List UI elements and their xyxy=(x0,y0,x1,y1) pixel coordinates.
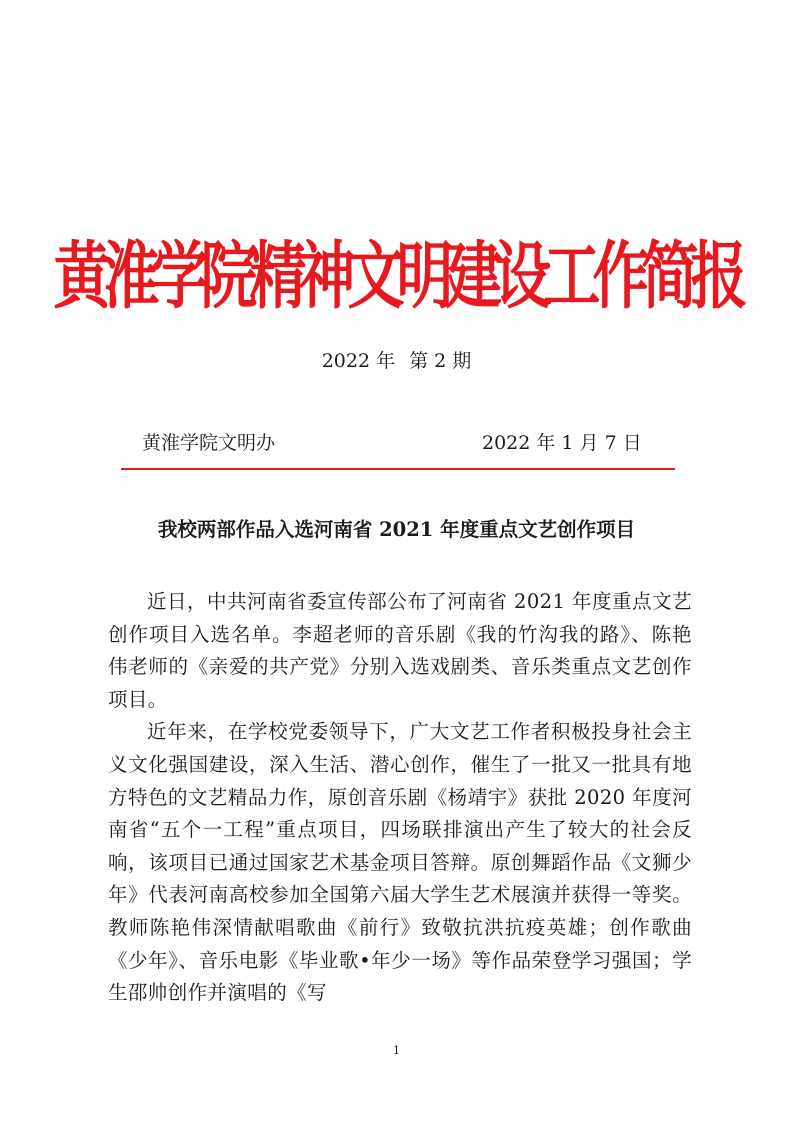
page-number: 1 xyxy=(393,1044,400,1057)
issuing-office: 黄淮学院文明办 xyxy=(142,432,276,454)
article-body xyxy=(108,586,692,1010)
issue-line xyxy=(0,346,793,373)
red-divider-line xyxy=(121,468,675,470)
issue-number: 第 2 期 xyxy=(409,350,472,372)
issue-date: 2022 年 1 月 7 日 xyxy=(482,432,642,454)
article-title: 我校两部作品入选河南省 2021 年度重点文艺创作项目 xyxy=(157,518,636,541)
newsletter-masthead: 黄淮学院精神文明建设工作简报 xyxy=(53,233,740,320)
article-paragraph-2: 近年来，在学校党委领导下，广大文艺工作者积极投身社会主义文化强国建设，深入生活、潜心创作，催生了一批又一批具有地方特色的文艺精品力作，原创音乐剧《杨靖宇》获批 2020 年度河南省“五个一工程”重点项目，四场联排演出产生了较大的社会反响，该项目已通过国家艺术基金项目答辩。原创舞蹈作品《文狮少年》代表河南高校参加全国第六届大学生艺术展演并获得一等奖。教师陈艳伟深情献唱歌曲《前行》致敬抗洪抗疫英雄；创作歌曲《少年》、音乐电影《毕业歌•年少一场》等作品荣登学习强国；学生邵帅创作并演唱的《写 xyxy=(108,720,692,1005)
article-paragraph-1: 近日，中共河南省委宣传部公布了河南省 2021 年度重点文艺创作项目入选名单。李超老师的音乐剧《我的竹沟我的路》、陈艳伟老师的《亲爱的共产党》分别入选戏剧类、音乐类重点文艺创作项目。 xyxy=(108,590,692,711)
issue-year: 2022 年 xyxy=(321,350,396,372)
